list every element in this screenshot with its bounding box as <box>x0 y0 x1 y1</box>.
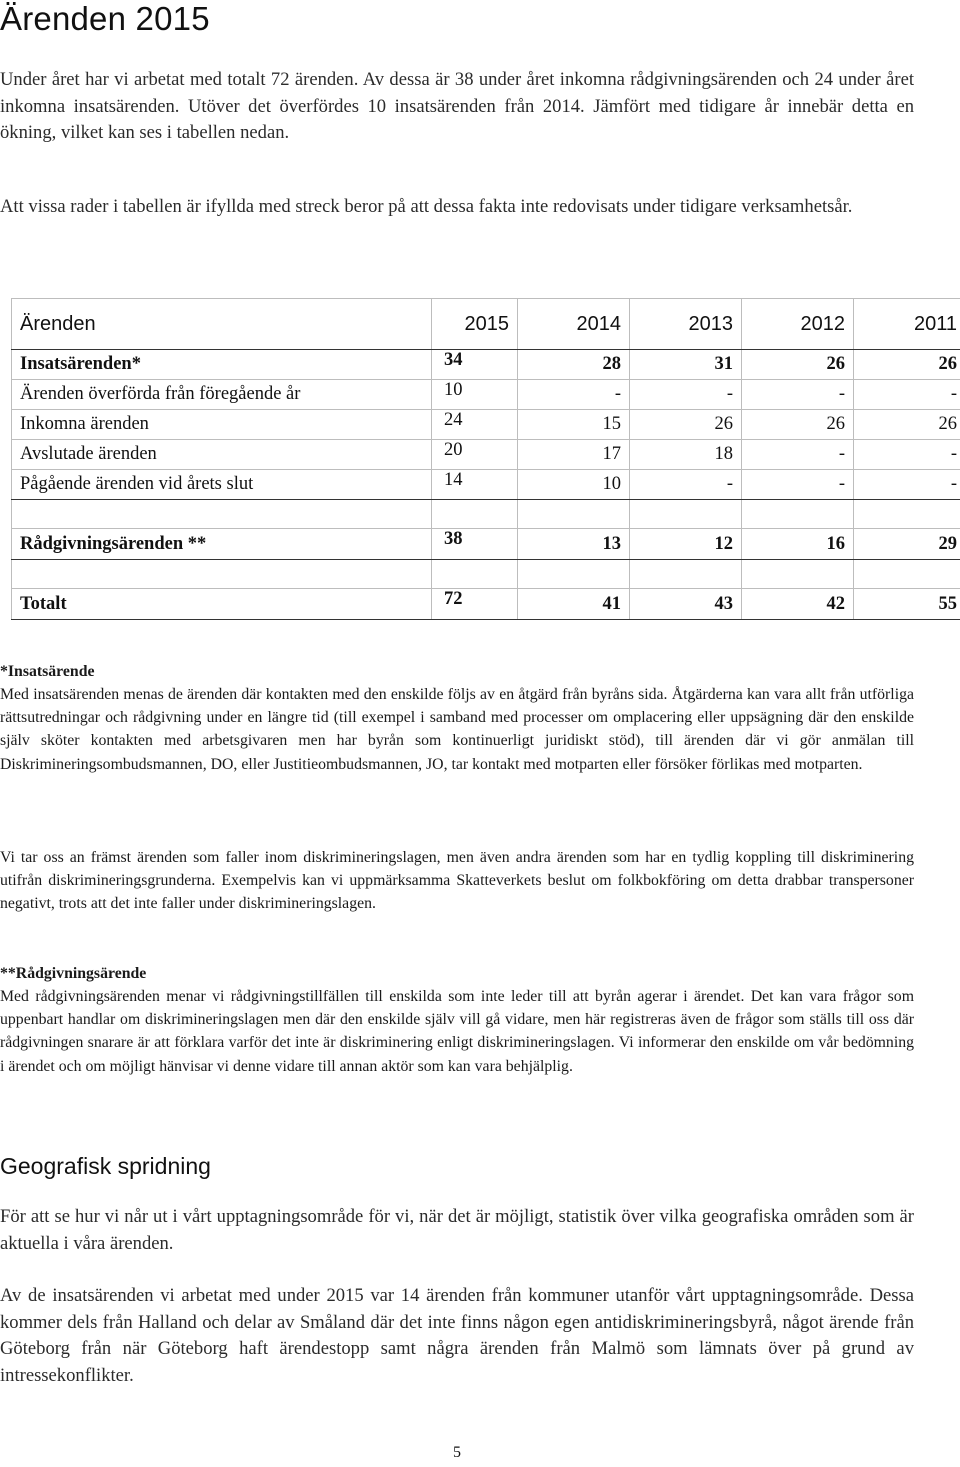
table-cell: 10 <box>432 380 518 410</box>
table-cell: 12 <box>630 529 742 560</box>
row-label: Avslutade ärenden <box>12 440 432 470</box>
table-cell: 55 <box>854 589 960 620</box>
cases-table <box>11 298 960 620</box>
table-cell: 26 <box>742 410 854 440</box>
table-cell: - <box>854 440 960 470</box>
intro-paragraph-2: Att vissa rader i tabellen är ifyllda med streck beror på att dessa fakta inte redovisats under tidigare verksamhetsår. <box>0 196 853 217</box>
geo-paragraph-1: För att se hur vi når ut i vårt upptagningsområde för vi, när det är möjligt, statistik över vilka geografiska områden som är aktuella i våra ärenden. <box>0 1206 914 1254</box>
row-label: Insatsärenden* <box>12 350 432 380</box>
table-header-2015: 2015 <box>432 299 518 350</box>
insats-note-paragraph-2: Vi tar oss an främst ärenden som faller inom diskrimineringslagen, men även andra ärenden som har en tydlig koppling till diskriminering utifrån diskrimineringsgrunderna. Exempelvis kan vi uppmärksamma Skatteverkets beslut om folkbokföring om detta drabbar transpersoner negativt, trots att det inte faller under diskrimineringslagen. <box>0 849 914 913</box>
table-cell: 26 <box>742 350 854 380</box>
table-cell: 26 <box>854 350 960 380</box>
intro-paragraph-1: Under året har vi arbetat med totalt 72 ärenden. Av dessa är 38 under året inkomna rådgivningsärenden och 24 under året inkomna insatsärenden. Utöver det överfördes 10 insatsärenden från 2014. Jämfört med tidigare år innebär detta en ökning, vilket kan ses i tabellen nedan. <box>0 69 914 143</box>
table-row <box>12 529 960 560</box>
radgiv-note-heading: **Rådgivningsärende <box>0 965 147 982</box>
table-cell: 72 <box>432 589 518 620</box>
table-header-cases: Ärenden <box>12 299 432 350</box>
table-row <box>12 470 960 500</box>
table-cell: - <box>630 470 742 500</box>
table-cell: - <box>854 470 960 500</box>
table-cell: - <box>854 380 960 410</box>
row-label: Rådgivningsärenden ** <box>12 529 432 560</box>
table-cell: 41 <box>518 589 630 620</box>
radgiv-note-title <box>0 962 914 985</box>
table-spacer-row <box>12 500 960 529</box>
table-cell: - <box>742 440 854 470</box>
table-cell: 26 <box>854 410 960 440</box>
radgiv-note-paragraph: Med rådgivningsärenden menar vi rådgivningstillfällen till enskilda som inte leder till att byrån agerar i ärendet. Det kan vara frågor som uppenbart handlar om diskrimineringslagen men där den enskilde själv vill gå vidare, men här registreras även de frågor som ställs till oss där rådgivningen snarare är att förklara varför det inte är diskriminering enligt diskrimineringslagen. Vi informerar den enskilde om vår bedömning i ärendet och om möjligt hänvisar vi denne vidare till annan aktör som kan vara behjälplig. <box>0 988 914 1075</box>
table-cell: 15 <box>518 410 630 440</box>
section-title-geografisk: Geografisk spridning <box>0 1153 211 1179</box>
insats-note-title <box>0 660 914 683</box>
insats-note-heading: *Insatsärende <box>0 663 95 680</box>
table-header-row <box>12 299 960 350</box>
table-row <box>12 410 960 440</box>
table-cell: 10 <box>518 470 630 500</box>
table-cell: - <box>742 470 854 500</box>
table-row <box>12 440 960 470</box>
table-cell: 20 <box>432 440 518 470</box>
table-cell: 29 <box>854 529 960 560</box>
row-label: Ärenden överförda från föregående år <box>12 380 432 410</box>
table-cell: 42 <box>742 589 854 620</box>
table-header-2012: 2012 <box>742 299 854 350</box>
table-row <box>12 350 960 380</box>
table-header-2014: 2014 <box>518 299 630 350</box>
table-cell: 24 <box>432 410 518 440</box>
table-cell: 31 <box>630 350 742 380</box>
page-number: 5 <box>453 1444 461 1461</box>
table-row <box>12 380 960 410</box>
table-cell: 14 <box>432 470 518 500</box>
table-cell: 26 <box>630 410 742 440</box>
table-header-2011: 2011 <box>854 299 960 350</box>
table-cell: - <box>630 380 742 410</box>
table-cell: - <box>742 380 854 410</box>
table-cell: 38 <box>432 529 518 560</box>
row-label: Totalt <box>12 589 432 620</box>
table-cell: 13 <box>518 529 630 560</box>
table-cell: 16 <box>742 529 854 560</box>
geo-paragraph-2: Av de insatsärenden vi arbetat med under 2015 var 14 ärenden från kommuner utanför vårt upptagningsområde. Dessa kommer dels från Halland och delar av Småland där det inte finns någon egen antidiskrimineringsbyrå, något ärende från Göteborg från när Göteborg haft ärendestopp samt några ärenden från Malmö som lämnats över på grund av intressekonflikter. <box>0 1285 914 1386</box>
table-cell: - <box>518 380 630 410</box>
table-cell: 34 <box>432 350 518 380</box>
table-header-2013: 2013 <box>630 299 742 350</box>
row-label: Pågående ärenden vid årets slut <box>12 470 432 500</box>
table-cell: 17 <box>518 440 630 470</box>
table-cell: 28 <box>518 350 630 380</box>
table-cell: 18 <box>630 440 742 470</box>
page-title: Ärenden 2015 <box>0 0 210 37</box>
table-row <box>12 589 960 620</box>
row-label: Inkomna ärenden <box>12 410 432 440</box>
insats-note-paragraph-1: Med insatsärenden menas de ärenden där kontakten med den enskilde följs av en åtgärd från byråns sida. Åtgärderna kan vara allt från utförliga rättsutredningar och rådgivning under en längre tid (till exempel i samband med processer om omplacering eller uppsägning där den enskilde själv sköter kontakten med arbetsgivaren men har byrån som kontinuerligt juridiskt stöd), till ärenden där vi gör anmälan till Diskrimineringsombudsmannen, DO, eller Justitieombudsmannen, JO, tar kontakt med motparten eller försöker förlikas med motparten. <box>0 686 914 773</box>
table-cell: 43 <box>630 589 742 620</box>
table-spacer-row <box>12 560 960 589</box>
